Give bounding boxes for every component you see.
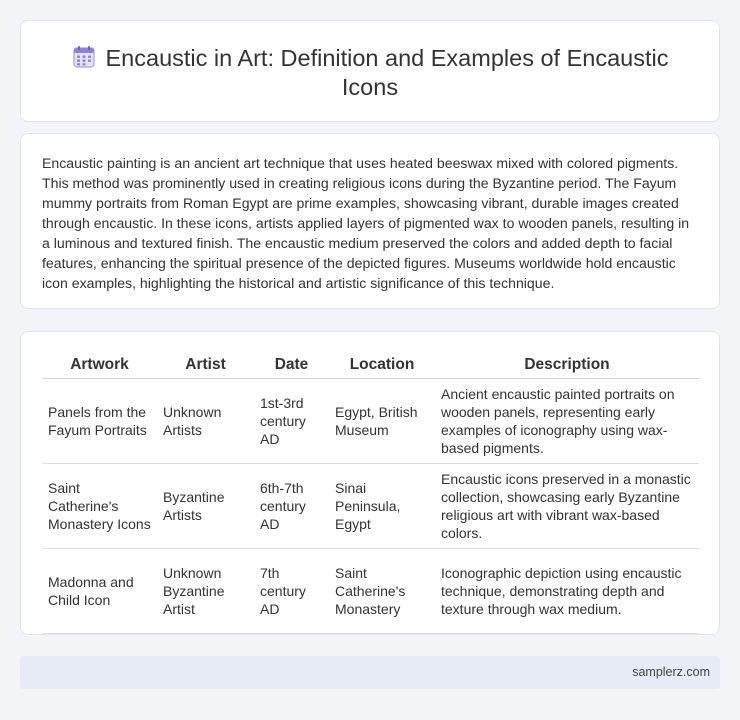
intro-card bbox=[20, 133, 720, 309]
cell-date: 1st-3rd century AD bbox=[254, 378, 329, 463]
icons-table bbox=[42, 353, 699, 634]
table-row bbox=[42, 463, 699, 548]
cell-location: Sinai Peninsula, Egypt bbox=[329, 463, 435, 548]
cell-date: 6th-7th century AD bbox=[254, 463, 329, 548]
footer-bar bbox=[20, 656, 720, 689]
cell-artwork: Madonna and Child Icon bbox=[42, 548, 157, 633]
header-artwork: Artwork bbox=[42, 353, 157, 378]
cell-description: Ancient encaustic painted portraits on wooden panels, representing early examples of iconography using wax-based pigments. bbox=[435, 378, 699, 463]
cell-artwork: Panels from the Fayum Portraits bbox=[42, 378, 157, 463]
page-title: Encaustic in Art: Definition and Examples of Encaustic Icons bbox=[105, 45, 669, 100]
table-header-row bbox=[42, 353, 699, 378]
header-date: Date bbox=[254, 353, 329, 378]
cell-artist: Unknown Artists bbox=[157, 378, 254, 463]
title-card bbox=[20, 20, 720, 122]
table-row bbox=[42, 378, 699, 463]
header-description: Description bbox=[435, 353, 699, 378]
cell-location: Egypt, British Museum bbox=[329, 378, 435, 463]
calendar-icon bbox=[72, 45, 96, 69]
cell-date: 7th century AD bbox=[254, 548, 329, 633]
table-row bbox=[42, 548, 699, 633]
cell-description: Iconographic depiction using encaustic technique, demonstrating depth and texture through wax medium. bbox=[435, 548, 699, 633]
cell-description: Encaustic icons preserved in a monastic collection, showcasing early Byzantine religious art with vibrant wax-based colors. bbox=[435, 463, 699, 548]
header-artist: Artist bbox=[157, 353, 254, 378]
page-title-container bbox=[61, 44, 679, 102]
table-card bbox=[20, 331, 720, 635]
header-location: Location bbox=[329, 353, 435, 378]
cell-artist: Byzantine Artists bbox=[157, 463, 254, 548]
cell-location: Saint Catherine's Monastery bbox=[329, 548, 435, 633]
intro-paragraph: Encaustic painting is an ancient art technique that uses heated beeswax mixed with colored pigments. This method was prominently used in creating religious icons during the Byzantine period. The Fayum mummy portraits from Roman Egypt are prime examples, showcasing vibrant, durable images created through encaustic. In these icons, artists applied layers of pigmented wax to wooden panels, resulting in a luminous and textured finish. The encaustic medium preserved the colors and added depth to facial features, enhancing the spiritual presence of the depicted figures. Museums worldwide hold encaustic icon examples, highlighting the historical and artistic significance of this technique. bbox=[42, 155, 690, 291]
footer-site-link[interactable]: samplerz.com bbox=[632, 665, 710, 679]
cell-artwork: Saint Catherine's Monastery Icons bbox=[42, 463, 157, 548]
cell-artist: Unknown Byzantine Artist bbox=[157, 548, 254, 633]
